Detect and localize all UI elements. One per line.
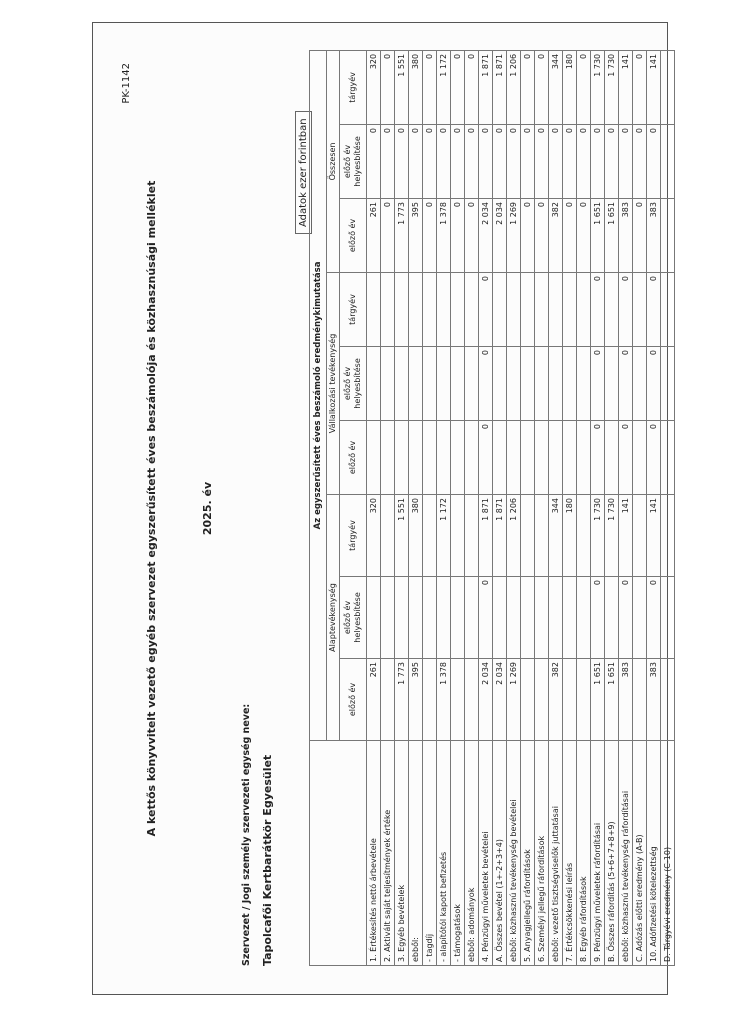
value-cell <box>577 577 591 659</box>
value-cell <box>423 347 437 421</box>
value-cell <box>633 495 647 577</box>
table-row <box>619 50 633 965</box>
value-cell <box>507 347 521 421</box>
table-row <box>367 50 381 965</box>
value-cell <box>633 577 647 659</box>
value-cell <box>661 495 675 577</box>
table-row <box>661 50 675 965</box>
value-cell: 0 <box>647 347 661 421</box>
value-cell <box>577 347 591 421</box>
value-cell: 0 <box>591 347 605 421</box>
value-cell <box>563 577 577 659</box>
value-cell <box>395 421 409 495</box>
group-header-basic: Alaptevékenység <box>327 495 340 741</box>
value-cell <box>451 347 465 421</box>
row-label: - tagdíj <box>423 741 437 966</box>
value-cell <box>465 273 479 347</box>
value-cell: 0 <box>647 577 661 659</box>
table-row <box>633 50 647 965</box>
row-label: - támogatások <box>451 741 465 966</box>
value-cell: 1 651 <box>605 659 619 741</box>
value-cell <box>563 273 577 347</box>
scanned-page <box>92 22 672 995</box>
label-header-cell <box>310 741 367 966</box>
rotated-content <box>93 23 672 994</box>
table-row <box>437 50 451 965</box>
value-cell <box>381 421 395 495</box>
income-statement-table <box>309 50 675 966</box>
value-cell <box>437 347 451 421</box>
value-cell: 180 <box>563 50 577 124</box>
value-cell: 0 <box>591 577 605 659</box>
value-cell <box>367 347 381 421</box>
value-cell <box>521 577 535 659</box>
value-cell: 1 651 <box>591 659 605 741</box>
value-cell: 0 <box>619 273 633 347</box>
value-cell <box>451 273 465 347</box>
value-cell: 0 <box>451 50 465 124</box>
value-cell <box>423 421 437 495</box>
value-cell: 1 206 <box>507 495 521 577</box>
value-cell <box>493 577 507 659</box>
value-cell <box>465 577 479 659</box>
value-cell <box>661 273 675 347</box>
value-cell: 0 <box>409 125 423 199</box>
value-cell <box>549 421 563 495</box>
value-cell: 2 034 <box>479 659 493 741</box>
value-cell: 383 <box>619 199 633 273</box>
value-cell <box>381 577 395 659</box>
document-title: A kettős könyvvitelt vezető egyéb szervezet egyszerűsített éves beszámolója és közhasznúsági melléklet <box>145 180 158 837</box>
value-cell <box>437 421 451 495</box>
value-cell: 0 <box>647 273 661 347</box>
value-cell <box>493 421 507 495</box>
value-cell <box>605 577 619 659</box>
value-cell <box>661 125 675 199</box>
table-row <box>647 50 661 965</box>
value-cell <box>577 421 591 495</box>
value-cell <box>507 273 521 347</box>
value-cell: 0 <box>619 125 633 199</box>
value-cell <box>605 273 619 347</box>
value-cell <box>409 347 423 421</box>
value-cell: 0 <box>647 125 661 199</box>
value-cell <box>367 273 381 347</box>
value-cell <box>465 495 479 577</box>
table-row <box>409 50 423 965</box>
value-cell <box>423 273 437 347</box>
value-cell <box>395 577 409 659</box>
value-cell: 0 <box>423 199 437 273</box>
col-header: tárgyév <box>340 495 367 577</box>
value-cell: 0 <box>591 273 605 347</box>
value-cell: 0 <box>465 199 479 273</box>
value-cell <box>549 347 563 421</box>
value-cell: 2 034 <box>493 659 507 741</box>
col-header: tárgyév <box>340 273 367 347</box>
value-cell: 383 <box>647 199 661 273</box>
value-cell: 0 <box>619 421 633 495</box>
table-row <box>591 50 605 965</box>
value-cell <box>521 495 535 577</box>
row-label: 9. Pénzügyi műveletek ráfordításai <box>591 741 605 966</box>
value-cell <box>661 199 675 273</box>
value-cell: 1 651 <box>591 199 605 273</box>
value-cell: 141 <box>619 50 633 124</box>
value-cell: 2 034 <box>493 199 507 273</box>
table-row <box>549 50 563 965</box>
value-cell: 0 <box>521 125 535 199</box>
value-cell <box>507 577 521 659</box>
value-cell: 1 871 <box>479 495 493 577</box>
col-header: tárgyév <box>340 50 367 124</box>
value-cell: 1 730 <box>591 495 605 577</box>
value-cell: 0 <box>381 199 395 273</box>
value-cell: 0 <box>423 50 437 124</box>
value-cell <box>395 273 409 347</box>
table-row <box>423 50 437 965</box>
value-cell <box>577 273 591 347</box>
value-cell: 1 378 <box>437 199 451 273</box>
row-label: 8. Egyéb ráfordítások <box>577 741 591 966</box>
value-cell: 1 730 <box>605 50 619 124</box>
value-cell <box>633 421 647 495</box>
value-cell: 0 <box>451 125 465 199</box>
value-cell <box>465 421 479 495</box>
value-cell: 0 <box>563 199 577 273</box>
value-cell <box>409 577 423 659</box>
col-header: előző év <box>340 199 367 273</box>
value-cell <box>633 659 647 741</box>
value-cell <box>521 347 535 421</box>
row-label: 2. Aktivált saját teljesítmények értéke <box>381 741 395 966</box>
value-cell: 1 269 <box>507 659 521 741</box>
form-code: PK-1142 <box>121 63 132 104</box>
value-cell: 1 378 <box>437 659 451 741</box>
col-header: előző év <box>340 421 367 495</box>
value-cell: 1 651 <box>605 199 619 273</box>
value-cell: 2 034 <box>479 199 493 273</box>
row-label: 6. Személyi jellegű ráfordítások <box>535 741 549 966</box>
value-cell <box>577 659 591 741</box>
row-label: ebből: <box>409 741 423 966</box>
value-cell <box>563 421 577 495</box>
value-cell <box>563 659 577 741</box>
row-label: - alapítótól kapott befizetés <box>437 741 451 966</box>
value-cell <box>605 421 619 495</box>
value-cell: 0 <box>381 125 395 199</box>
table-row <box>381 50 395 965</box>
value-cell: 0 <box>381 50 395 124</box>
value-cell: 382 <box>549 199 563 273</box>
value-cell <box>605 347 619 421</box>
value-cell: 0 <box>535 50 549 124</box>
value-cell: 1 871 <box>493 50 507 124</box>
value-cell <box>549 273 563 347</box>
row-label: ebből: vezető tisztségviselők juttatásai <box>549 741 563 966</box>
value-cell: 1 871 <box>493 495 507 577</box>
value-cell <box>633 347 647 421</box>
value-cell <box>437 577 451 659</box>
value-cell: 261 <box>367 659 381 741</box>
col-header: előző év helyesbítése <box>340 125 367 199</box>
table-row <box>605 50 619 965</box>
value-cell <box>409 273 423 347</box>
value-cell: 0 <box>591 125 605 199</box>
value-cell: 0 <box>535 199 549 273</box>
value-cell: 1 206 <box>507 50 521 124</box>
value-cell <box>437 273 451 347</box>
row-label: 1. Értékesítés nettó árbevétele <box>367 741 381 966</box>
table-row <box>563 50 577 965</box>
value-cell <box>381 495 395 577</box>
value-cell: 141 <box>647 495 661 577</box>
value-cell: 0 <box>479 347 493 421</box>
table-row <box>465 50 479 965</box>
row-label: A. Összes bevétel (1+-2+3+4) <box>493 741 507 966</box>
value-cell: 1 551 <box>395 495 409 577</box>
value-cell: 0 <box>521 50 535 124</box>
value-cell <box>549 577 563 659</box>
organization-label: Szervezet / Jogi személy szervezeti egység neve: <box>241 703 252 966</box>
value-cell <box>451 495 465 577</box>
row-label: 10. Adófizetési kötelezettség <box>647 741 661 966</box>
units-note: Adatok ezer forintban <box>295 111 312 234</box>
value-cell <box>409 421 423 495</box>
value-cell: 1 551 <box>395 50 409 124</box>
value-cell: 0 <box>619 577 633 659</box>
value-cell <box>661 659 675 741</box>
value-cell: 1 269 <box>507 199 521 273</box>
value-cell: 261 <box>367 199 381 273</box>
value-cell: 141 <box>647 50 661 124</box>
value-cell <box>661 421 675 495</box>
value-cell: 0 <box>479 125 493 199</box>
value-cell <box>451 659 465 741</box>
value-cell: 1 773 <box>395 199 409 273</box>
table-row <box>479 50 493 965</box>
value-cell: 380 <box>409 50 423 124</box>
value-cell: 0 <box>367 125 381 199</box>
row-label: 4. Pénzügyi műveletek bevételei <box>479 741 493 966</box>
table-row <box>577 50 591 965</box>
value-cell <box>535 577 549 659</box>
col-header: előző év helyesbítése <box>340 577 367 659</box>
value-cell <box>661 50 675 124</box>
value-cell: 0 <box>479 421 493 495</box>
value-cell: 0 <box>619 347 633 421</box>
group-header-total: Összesen <box>327 50 340 272</box>
value-cell <box>563 347 577 421</box>
table-row <box>395 50 409 965</box>
value-cell <box>535 659 549 741</box>
table-body <box>367 50 675 965</box>
value-cell <box>535 273 549 347</box>
value-cell: 0 <box>395 125 409 199</box>
value-cell <box>395 347 409 421</box>
value-cell: 0 <box>493 125 507 199</box>
value-cell: 344 <box>549 495 563 577</box>
value-cell: 0 <box>549 125 563 199</box>
value-cell: 0 <box>577 125 591 199</box>
value-cell <box>367 421 381 495</box>
organization-name: Tapolcafői Kertbarátkör Egyesület <box>261 754 274 966</box>
value-cell: 395 <box>409 199 423 273</box>
value-cell: 1 172 <box>437 495 451 577</box>
value-cell <box>535 421 549 495</box>
table-row <box>451 50 465 965</box>
value-cell: 0 <box>577 199 591 273</box>
col-header: előző év helyesbítése <box>340 347 367 421</box>
value-cell <box>661 347 675 421</box>
col-header: előző év <box>340 659 367 741</box>
value-cell <box>381 659 395 741</box>
row-label: ebből: közhasznú tevékenység ráfordításai <box>619 741 633 966</box>
value-cell <box>633 273 647 347</box>
value-cell: 0 <box>479 273 493 347</box>
row-label: B. Összes ráfordítás (5+6+7+8+9) <box>605 741 619 966</box>
value-cell: 0 <box>633 125 647 199</box>
value-cell: 1 871 <box>479 50 493 124</box>
value-cell: 0 <box>591 421 605 495</box>
value-cell <box>661 577 675 659</box>
value-cell: 320 <box>367 495 381 577</box>
value-cell <box>521 421 535 495</box>
value-cell: 0 <box>647 421 661 495</box>
row-label: ebből: közhasznú tevékenység bevételei <box>507 741 521 966</box>
report-year: 2025. év <box>201 481 214 536</box>
value-cell: 1 172 <box>437 50 451 124</box>
value-cell: 0 <box>479 577 493 659</box>
value-cell: 320 <box>367 50 381 124</box>
row-label: D. Tárgyévi eredmény (C-10) <box>661 741 675 966</box>
value-cell: 0 <box>633 50 647 124</box>
value-cell <box>521 273 535 347</box>
value-cell: 1 773 <box>395 659 409 741</box>
value-cell: 141 <box>619 495 633 577</box>
value-cell: 383 <box>619 659 633 741</box>
value-cell: 0 <box>465 125 479 199</box>
group-header-business: Vállalkozási tevékenység <box>327 273 340 495</box>
value-cell: 0 <box>423 125 437 199</box>
value-cell: 0 <box>451 199 465 273</box>
value-cell <box>493 347 507 421</box>
table-row <box>493 50 507 965</box>
value-cell: 0 <box>437 125 451 199</box>
statement-title: Az egyszerűsített éves beszámoló eredménykimutatása <box>310 50 327 740</box>
value-cell <box>465 659 479 741</box>
value-cell <box>451 421 465 495</box>
value-cell: 0 <box>507 125 521 199</box>
value-cell: 0 <box>563 125 577 199</box>
value-cell <box>521 659 535 741</box>
row-label: C. Adózás előtti eredmény (A-B) <box>633 741 647 966</box>
value-cell <box>465 347 479 421</box>
value-cell: 0 <box>605 125 619 199</box>
value-cell <box>535 347 549 421</box>
table-row <box>535 50 549 965</box>
value-cell <box>367 577 381 659</box>
value-cell <box>493 273 507 347</box>
table-row <box>507 50 521 965</box>
value-cell <box>507 421 521 495</box>
value-cell: 0 <box>465 50 479 124</box>
value-cell: 1 730 <box>605 495 619 577</box>
row-label: 7. Értékcsökkenési leírás <box>563 741 577 966</box>
value-cell <box>451 577 465 659</box>
value-cell <box>577 495 591 577</box>
value-cell: 380 <box>409 495 423 577</box>
value-cell: 0 <box>633 199 647 273</box>
table-row <box>521 50 535 965</box>
row-label: 3. Egyéb bevételek <box>395 741 409 966</box>
value-cell: 180 <box>563 495 577 577</box>
value-cell <box>423 495 437 577</box>
value-cell: 395 <box>409 659 423 741</box>
value-cell: 344 <box>549 50 563 124</box>
value-cell: 0 <box>521 199 535 273</box>
value-cell <box>423 659 437 741</box>
value-cell: 383 <box>647 659 661 741</box>
value-cell <box>535 495 549 577</box>
value-cell: 0 <box>577 50 591 124</box>
row-label: 5. Anyagjellegű ráfordítások <box>521 741 535 966</box>
row-label: ebből: adományok <box>465 741 479 966</box>
value-cell <box>381 273 395 347</box>
value-cell <box>423 577 437 659</box>
value-cell <box>381 347 395 421</box>
value-cell: 1 730 <box>591 50 605 124</box>
value-cell: 0 <box>535 125 549 199</box>
value-cell: 382 <box>549 659 563 741</box>
